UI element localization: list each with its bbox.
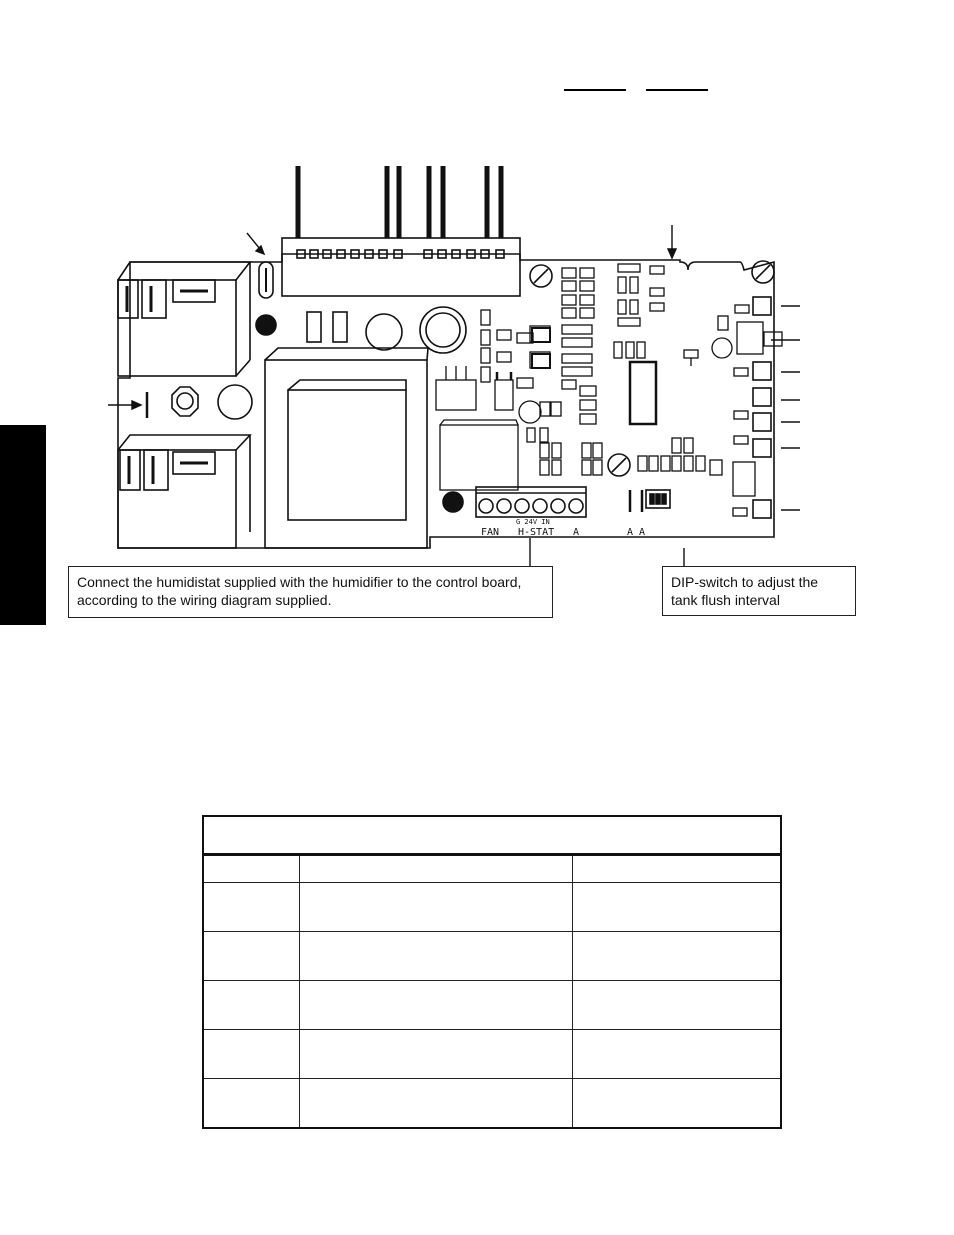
humidistat-callout: Connect the humidistat supplied with the humidifier to the control board, according to the wiring diagram supplied. [68,566,553,618]
main-connector [282,238,520,296]
capacitor-2 [420,307,466,353]
relay-top [118,262,250,376]
table-row [203,1029,781,1078]
table-header [573,854,782,882]
pointer-arrows [108,225,684,566]
mount-hole-2 [443,492,463,512]
status-leds [753,297,800,518]
table-header [203,854,300,882]
a-label: A [573,527,580,538]
hstat-label: H-STAT [518,527,555,538]
table-row [203,1078,781,1128]
nut [172,387,198,416]
fan-label: FAN [481,527,500,538]
terminal-block [476,487,586,517]
wire-leads [298,166,501,238]
dip-switch-callout: DIP-switch to adjust the tank flush interval [662,566,856,616]
table-title [203,816,781,854]
mount-hole-1 [256,315,276,335]
table-row [203,882,781,931]
table-row [203,931,781,980]
capacitor-3 [218,385,252,419]
relay-bottom [118,435,250,548]
settings-table [202,815,782,1129]
small-components [436,264,782,516]
a-pair-label: A A [627,527,646,538]
table-header [300,854,573,882]
transformer [265,348,428,548]
capacitor-1 [366,314,402,350]
table-row [203,980,781,1029]
terminal-top-label: G 24V IN [516,518,550,526]
